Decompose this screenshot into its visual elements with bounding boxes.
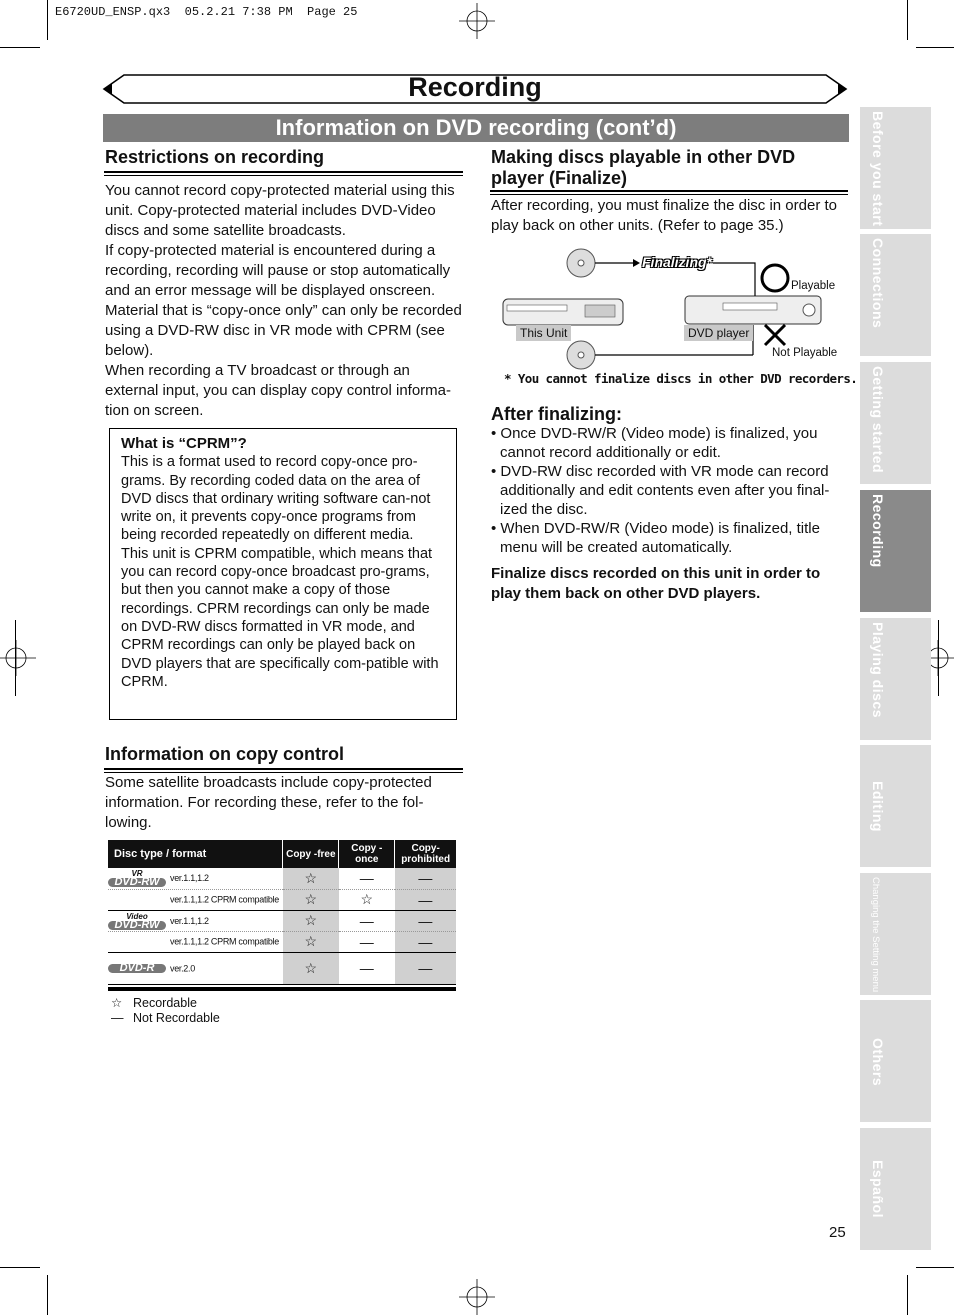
dvd-player-icon bbox=[685, 296, 821, 324]
dvd-player-label: DVD player bbox=[684, 325, 753, 341]
column-header: Disc type / format bbox=[108, 840, 283, 868]
tab-playing-discs[interactable] bbox=[860, 618, 931, 740]
copy-free-cell: ☆ bbox=[283, 910, 339, 931]
not-playable-label: Not Playable bbox=[772, 347, 838, 359]
column-header: Copy- prohibited bbox=[395, 840, 456, 868]
registration-mark-icon bbox=[0, 640, 36, 676]
finalize-heading bbox=[491, 147, 795, 189]
copy-control-heading: Information on copy control bbox=[105, 744, 344, 764]
version-label: ver.1.1,1.2 CPRM compatible bbox=[170, 894, 279, 905]
copy-prohibited-cell: — bbox=[395, 910, 456, 931]
logo-mode: VR bbox=[131, 869, 143, 879]
restrictions-text bbox=[105, 181, 465, 421]
this-unit-label: This Unit bbox=[516, 325, 571, 341]
legend-item bbox=[111, 1011, 220, 1026]
crop-mark bbox=[938, 620, 939, 696]
logo-name: DVD-RW bbox=[108, 921, 166, 930]
table-row bbox=[108, 889, 456, 910]
tab-connections[interactable] bbox=[860, 234, 931, 356]
table-legend bbox=[111, 996, 220, 1026]
format-cell bbox=[108, 889, 283, 910]
copy-once-cell: — bbox=[339, 931, 395, 952]
crop-mark bbox=[0, 1267, 40, 1268]
column-header: Copy -free bbox=[283, 840, 339, 868]
tab-before-you-start[interactable] bbox=[860, 107, 931, 229]
version-label: ver.2.0 bbox=[170, 963, 195, 974]
crop-mark bbox=[15, 620, 16, 696]
copy-prohibited-cell: — bbox=[395, 952, 456, 984]
heading-line: player (Finalize) bbox=[491, 168, 628, 188]
version-label: ver.1.1,1.2 CPRM compatible bbox=[170, 936, 279, 947]
copy-once-cell: ☆ bbox=[339, 889, 395, 910]
cprm-title: What is “CPRM”? bbox=[121, 435, 247, 452]
logo-name: DVD-RW bbox=[108, 878, 166, 887]
recorder-unit-icon bbox=[503, 299, 623, 325]
paragraph: This is a format used to record copy-once pro-grams. By recording coded data on the area of DVD discs that ordinary writing software can-not write on, it prevents copy-once programs from being recorded repeatedly on different media. bbox=[121, 454, 431, 544]
registration-mark-icon bbox=[459, 3, 495, 39]
table-bottom-rule bbox=[108, 987, 456, 991]
format-cell bbox=[108, 931, 283, 952]
disc-logo-icon bbox=[108, 961, 166, 974]
tab-label: Before you start bbox=[870, 111, 886, 227]
page-number: 25 bbox=[829, 1224, 846, 1241]
copy-once-cell: — bbox=[339, 952, 395, 984]
page-title: Recording bbox=[408, 72, 542, 102]
tab-others[interactable] bbox=[860, 1000, 931, 1122]
restrictions-heading: Restrictions on recording bbox=[105, 147, 325, 167]
copy-free-cell: ☆ bbox=[283, 868, 339, 889]
paragraph: This unit is CPRM compatible, which means that you can record copy-once broadcast pro-grams, but then you cannot make a copy of those recordings. CPRM recordings can only be made on DVD-RW discs formatted in VR mode, and CPRM recordings can only be played back on DVD players that are specifically com-patible with CPRM. bbox=[121, 545, 439, 690]
logo-name: DVD-R bbox=[108, 964, 166, 973]
disc-icon bbox=[567, 341, 595, 369]
tab-recording[interactable] bbox=[860, 490, 931, 612]
paragraph: When recording a TV broadcast or through an external input, you can display copy control informa-tion on screen. bbox=[105, 362, 452, 419]
tab-label: Editing bbox=[870, 781, 886, 832]
tab-label: Getting started bbox=[870, 366, 886, 474]
copy-prohibited-cell: — bbox=[395, 868, 456, 889]
crop-mark bbox=[907, 0, 908, 40]
copy-control-table bbox=[108, 840, 456, 985]
disc-logo-icon bbox=[108, 869, 166, 887]
disc-icon bbox=[567, 249, 595, 277]
table-row bbox=[108, 931, 456, 952]
logo-mode: Video bbox=[126, 911, 148, 921]
tab-label: Playing discs bbox=[870, 622, 886, 718]
copy-once-cell: — bbox=[339, 910, 395, 931]
crop-mark bbox=[907, 1275, 908, 1315]
list-item: • When DVD-RW/R (Video mode) is finalized, title menu will be created automatically. bbox=[491, 520, 820, 556]
tab-label: Others bbox=[870, 1038, 886, 1087]
column-header: Copy -once bbox=[339, 840, 395, 868]
tab-label: Recording bbox=[870, 494, 886, 568]
copy-prohibited-cell: — bbox=[395, 931, 456, 952]
legend-text: Not Recordable bbox=[133, 1011, 220, 1025]
table-row bbox=[108, 952, 456, 984]
finalizing-label: Finalizing* bbox=[642, 254, 712, 270]
paragraph: If copy-protected material is encountered during a recording, recording will pause or stop automatically and an error message will be displayed onscreen. bbox=[105, 242, 451, 299]
paragraph: You cannot record copy-protected material using this unit. Copy-protected material includes DVD-Video discs and some satellite broadcasts. bbox=[105, 182, 455, 239]
section-subtitle: Information on DVD recording (cont’d) bbox=[103, 114, 849, 142]
playable-label: Playable bbox=[791, 280, 836, 292]
tab-changing-setting-menu[interactable] bbox=[860, 873, 931, 995]
format-cell bbox=[108, 868, 283, 889]
registration-mark-icon bbox=[459, 1279, 495, 1315]
crop-mark bbox=[916, 1267, 954, 1268]
copy-control-text: Some satellite broadcasts include copy-protected information. For recording these, refer to the fol-lowing. bbox=[105, 774, 432, 831]
crop-mark bbox=[0, 47, 40, 48]
version-label: ver.1.1,1.2 bbox=[170, 873, 209, 884]
copy-free-cell: ☆ bbox=[283, 952, 339, 984]
tab-editing[interactable] bbox=[860, 745, 931, 867]
version-label: ver.1.1,1.2 bbox=[170, 915, 209, 926]
copy-free-cell: ☆ bbox=[283, 889, 339, 910]
list-item: • Once DVD-RW/R (Video mode) is finalized, you cannot record additionally or edit. bbox=[491, 425, 818, 461]
playable-icon bbox=[762, 265, 788, 291]
tab-label: Connections bbox=[870, 238, 886, 329]
after-finalizing-list bbox=[491, 424, 849, 557]
star-icon: ☆ bbox=[111, 996, 123, 1010]
dash-icon: — bbox=[111, 1011, 124, 1025]
after-finalizing-heading: After finalizing: bbox=[491, 404, 622, 424]
heading-rule bbox=[104, 175, 463, 176]
legend-text: Recordable bbox=[133, 996, 197, 1010]
heading-line: Making discs playable in other DVD bbox=[491, 147, 796, 167]
heading-rule bbox=[490, 194, 848, 195]
tab-label: Español bbox=[870, 1160, 886, 1218]
finalize-note: Finalize discs recorded on this unit in order to play them back on other DVD players. bbox=[491, 565, 821, 602]
list-item: • DVD-RW disc recorded with VR mode can record additionally and edit contents even after you final-ized the disc. bbox=[491, 463, 830, 518]
table-header-row bbox=[108, 840, 456, 868]
heading-rule bbox=[104, 171, 463, 173]
disc-logo-icon bbox=[108, 912, 166, 930]
heading-rule bbox=[104, 768, 463, 770]
tab-espanol[interactable] bbox=[860, 1128, 931, 1250]
crop-mark bbox=[47, 0, 48, 40]
diagram-footnote: * You cannot finalize discs in other DVD recorders. bbox=[504, 371, 858, 386]
cprm-info-box bbox=[109, 428, 457, 720]
file-header: E6720UD_ENSP.qx3 05.2.21 7:38 PM Page 25 bbox=[55, 5, 358, 19]
copy-free-cell: ☆ bbox=[283, 931, 339, 952]
heading-rule bbox=[490, 190, 848, 192]
table-row bbox=[108, 910, 456, 931]
tab-label: Changing the Setting menu bbox=[870, 877, 881, 993]
crop-mark bbox=[47, 1275, 48, 1315]
not-playable-icon bbox=[765, 325, 785, 345]
paragraph: Material that is “copy-once only” can only be recorded using a DVD-RW disc in VR mode with CPRM (see below). bbox=[105, 302, 462, 359]
legend-item bbox=[111, 996, 220, 1011]
table-row bbox=[108, 868, 456, 889]
format-cell bbox=[108, 952, 283, 984]
copy-prohibited-cell: — bbox=[395, 889, 456, 910]
finalize-text: After recording, you must finalize the disc in order to play back on other units. (Refer to page 35.) bbox=[491, 197, 837, 234]
format-cell bbox=[108, 910, 283, 931]
crop-mark bbox=[916, 47, 954, 48]
copy-once-cell: — bbox=[339, 868, 395, 889]
tab-getting-started[interactable] bbox=[860, 362, 931, 484]
